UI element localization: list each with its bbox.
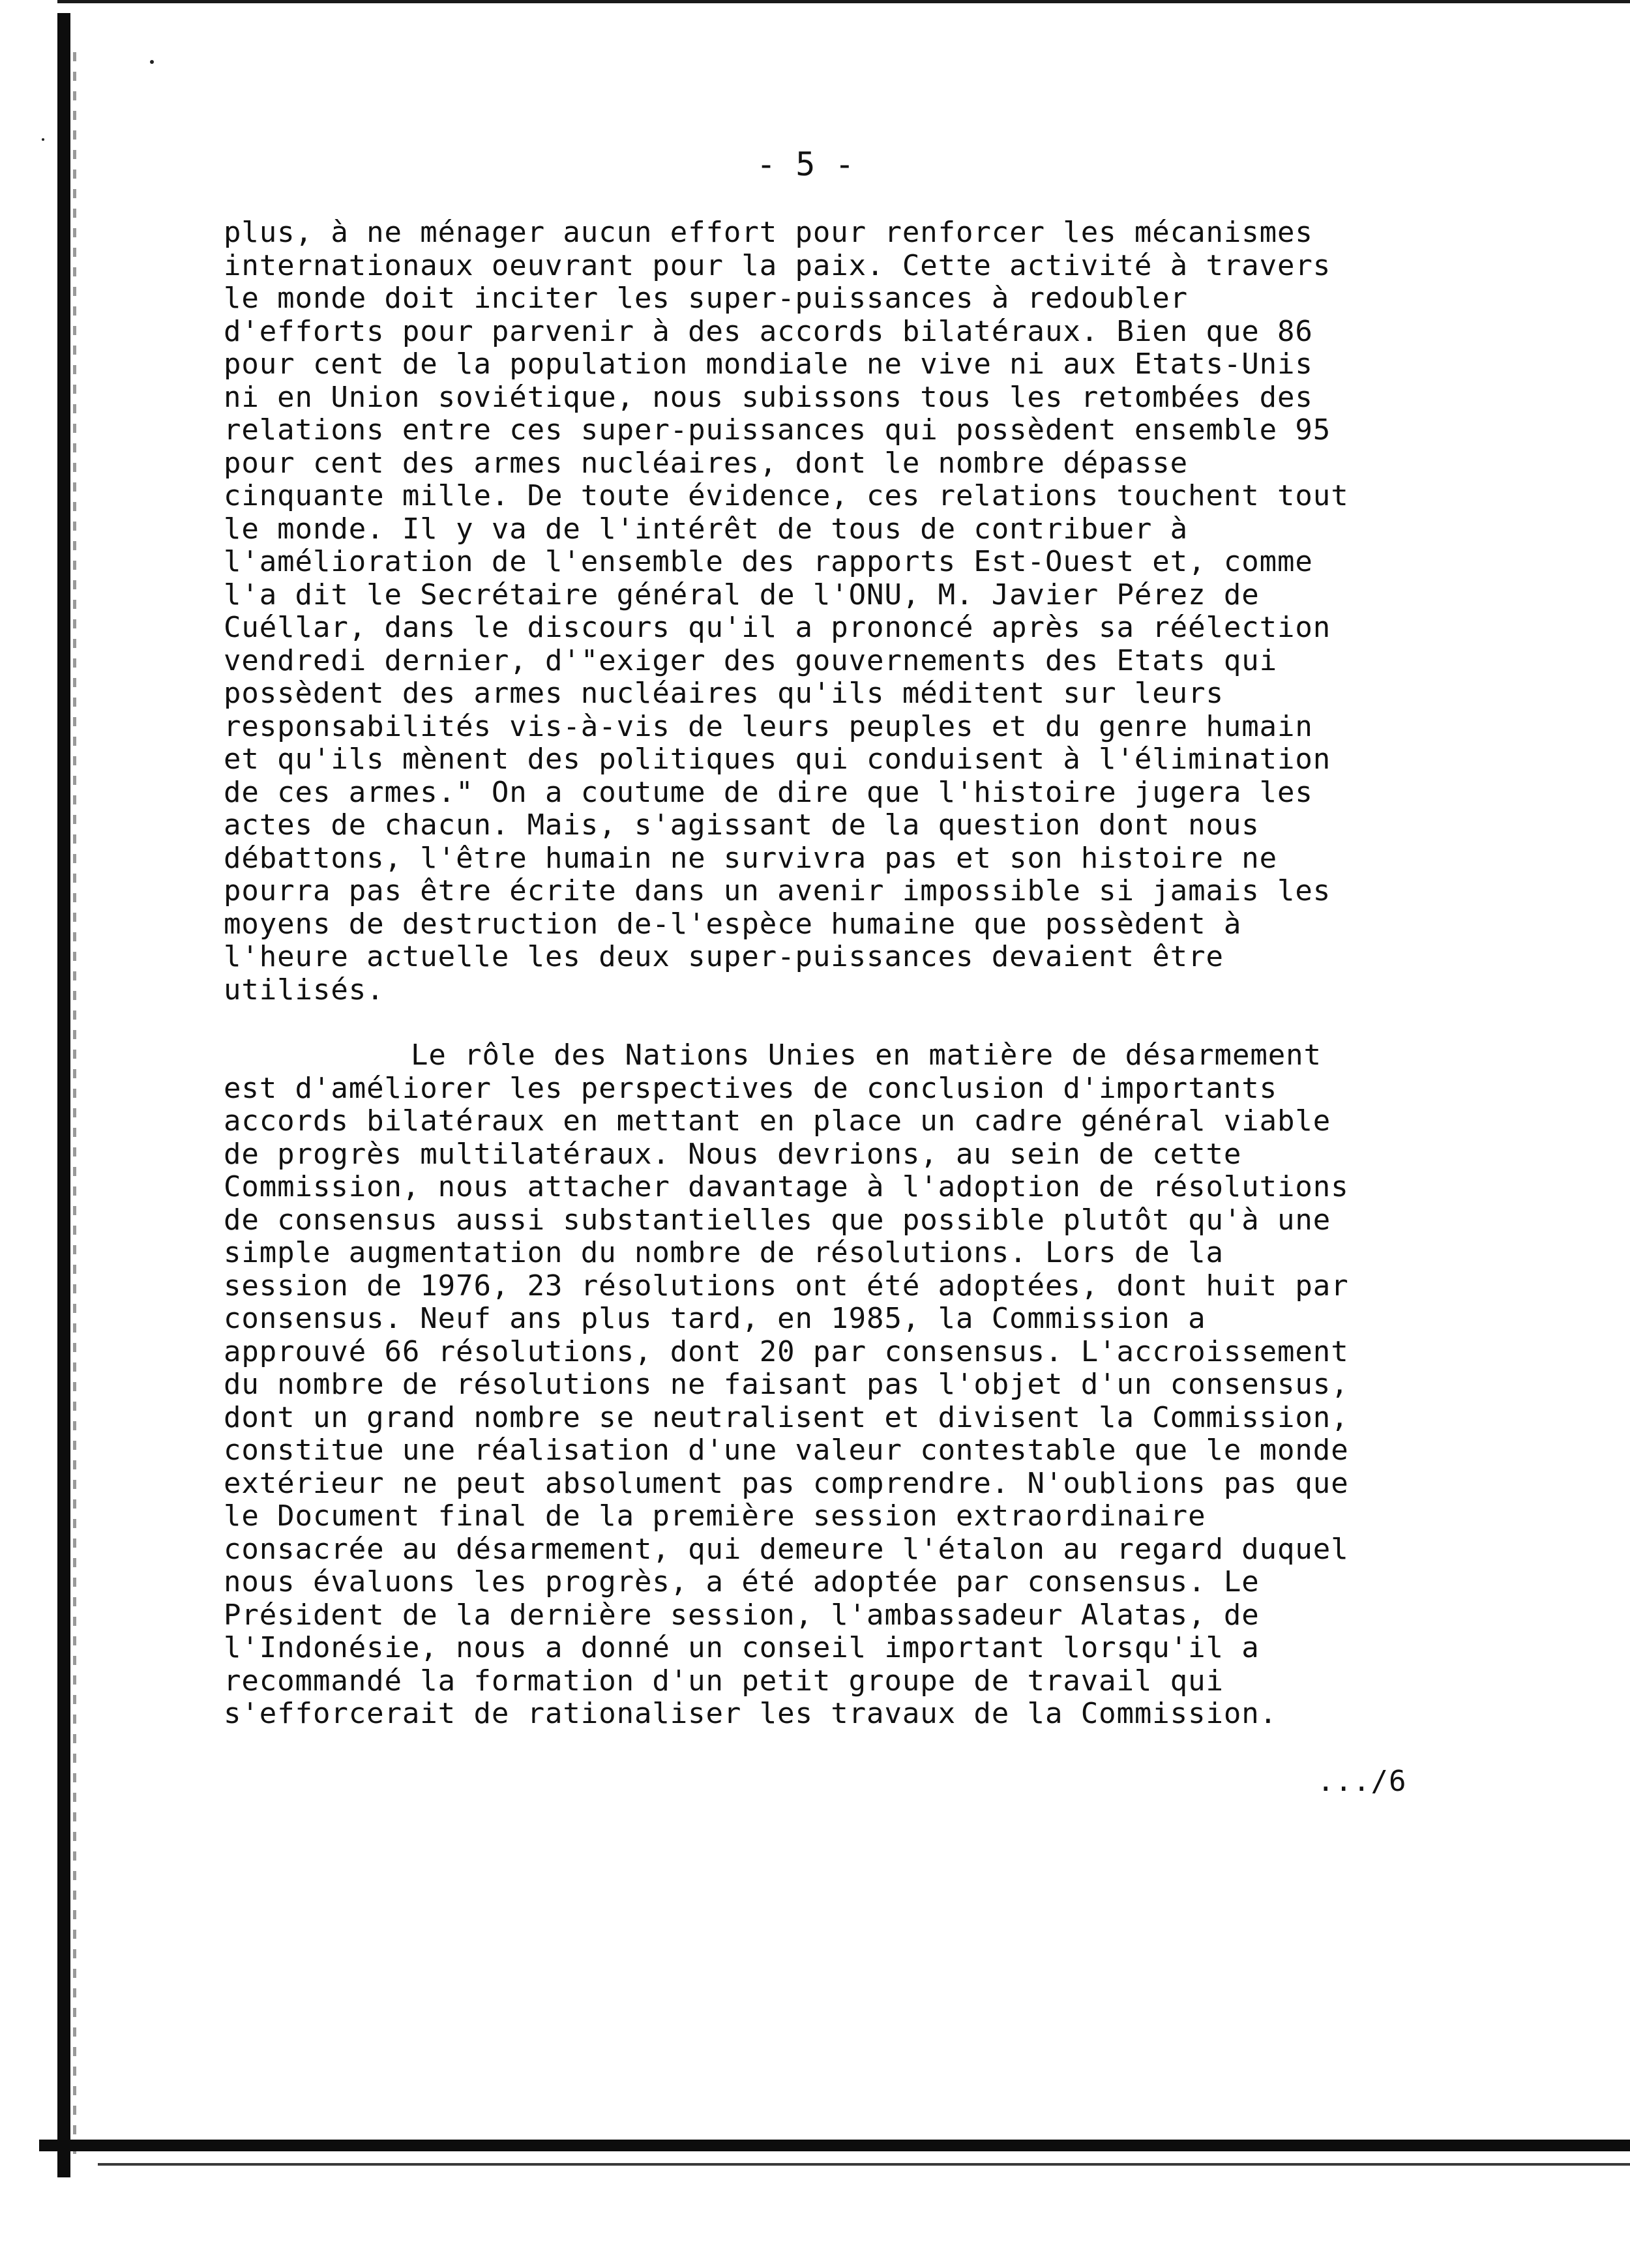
text-line: approuvé 66 résolutions, dont 20 par consensus. L'accroissement <box>224 1334 1349 1368</box>
text-line: nous évaluons les progrès, a été adoptée par consensus. Le <box>224 1565 1260 1598</box>
text-line: accords bilatéraux en mettant en place un cadre général viable <box>224 1104 1331 1138</box>
text-line: plus, à ne ménager aucun effort pour renforcer les mécanismes <box>224 216 1313 249</box>
text-line: Commission, nous attacher davantage à l'adoption de résolutions <box>224 1170 1349 1203</box>
scan-speck <box>150 60 154 64</box>
text-line: relations entre ces super-puissances qui possèdent ensemble 95 <box>224 413 1331 447</box>
text-line: pour cent de la population mondiale ne vive ni aux Etats-Unis <box>224 347 1313 381</box>
scan-speck <box>42 138 44 141</box>
text-line: l'amélioration de l'ensemble des rapports Est-Ouest et, comme <box>224 545 1313 578</box>
text-line: s'efforcerait de rationaliser les travaux de la Commission. <box>224 1697 1278 1730</box>
text-line: ni en Union soviétique, nous subissons tous les retombées des <box>224 380 1313 414</box>
text-line: l'Indonésie, nous a donné un conseil important lorsqu'il a <box>224 1631 1260 1664</box>
text-line: dont un grand nombre se neutralisent et divisent la Commission, <box>224 1400 1349 1434</box>
scan-edge-top <box>57 0 1630 3</box>
text-line: le monde. Il y va de l'intérêt de tous de contribuer à <box>224 512 1189 546</box>
text-line: extérieur ne peut absolument pas comprendre. N'oublions pas que <box>224 1466 1349 1500</box>
text-line: recommandé la formation d'un petit groupe de travail qui <box>224 1664 1224 1698</box>
text-line: l'heure actuelle les deux super-puissances devaient être <box>224 940 1224 973</box>
scan-edge-bottom-line <box>98 2163 1630 2166</box>
text-line: du nombre de résolutions ne faisant pas l'objet d'un consensus, <box>224 1368 1349 1401</box>
paragraph <box>224 1039 1554 1731</box>
scan-edge-bottom <box>39 2140 1630 2151</box>
text-line: le monde doit inciter les super-puissances à redoubler <box>224 282 1189 315</box>
text-line: et qu'ils mènent des politiques qui conduisent à l'élimination <box>224 743 1331 776</box>
text-line: possèdent des armes nucléaires qu'ils méditent sur leurs <box>224 677 1224 710</box>
page-number: - 5 - <box>756 145 855 183</box>
text-line: est d'améliorer les perspectives de conclusion d'importants <box>224 1071 1278 1105</box>
text-line: le Document final de la première session extraordinaire <box>224 1499 1206 1533</box>
text-line: débattons, l'être humain ne survivra pas et son histoire ne <box>224 841 1278 875</box>
paragraph <box>224 216 1554 1007</box>
text-line: Président de la dernière session, l'ambassadeur Alatas, de <box>224 1598 1260 1632</box>
text-line: vendredi dernier, d'"exiger des gouvernements des Etats qui <box>224 643 1278 677</box>
text-line: consensus. Neuf ans plus tard, en 1985, la Commission a <box>224 1302 1206 1335</box>
text-line: session de 1976, 23 résolutions ont été adoptées, dont huit par <box>224 1269 1349 1303</box>
text-line: utilisés. <box>224 973 385 1007</box>
text-line: d'efforts pour parvenir à des accords bilatéraux. Bien que 86 <box>224 314 1313 348</box>
text-line: de progrès multilatéraux. Nous devrions, au sein de cette <box>224 1137 1242 1171</box>
text-line: constitue une réalisation d'une valeur contestable que le monde <box>224 1434 1349 1467</box>
text-line: cinquante mille. De toute évidence, ces relations touchent tout <box>224 479 1349 512</box>
text-line: Le rôle des Nations Unies en matière de désarmement <box>411 1038 1322 1072</box>
text-line: moyens de destruction de-l'espèce humaine que possèdent à <box>224 907 1242 941</box>
text-line: simple augmentation du nombre de résolutions. Lors de la <box>224 1236 1224 1269</box>
text-line: l'a dit le Secrétaire général de l'ONU, M. Javier Pérez de <box>224 578 1260 611</box>
text-line: pour cent des armes nucléaires, dont le nombre dépasse <box>224 446 1189 480</box>
text-line: Cuéllar, dans le discours qu'il a prononcé après sa réélection <box>224 611 1331 644</box>
scan-edge-left <box>57 13 70 2177</box>
scan-edge-left-texture <box>73 52 76 2164</box>
text-line: de ces armes." On a coutume de dire que l'histoire jugera les <box>224 775 1313 809</box>
continued-marker: .../6 <box>1317 1765 1407 1798</box>
text-line: internationaux oeuvrant pour la paix. Cette activité à travers <box>224 248 1331 282</box>
text-line: pourra pas être écrite dans un avenir impossible si jamais les <box>224 874 1331 907</box>
text-line: actes de chacun. Mais, s'agissant de la question dont nous <box>224 808 1260 842</box>
text-line: responsabilités vis-à-vis de leurs peuples et du genre humain <box>224 709 1313 743</box>
text-line: de consensus aussi substantielles que possible plutôt qu'à une <box>224 1203 1331 1237</box>
text-line: consacrée au désarmement, qui demeure l'étalon au regard duquel <box>224 1532 1349 1566</box>
